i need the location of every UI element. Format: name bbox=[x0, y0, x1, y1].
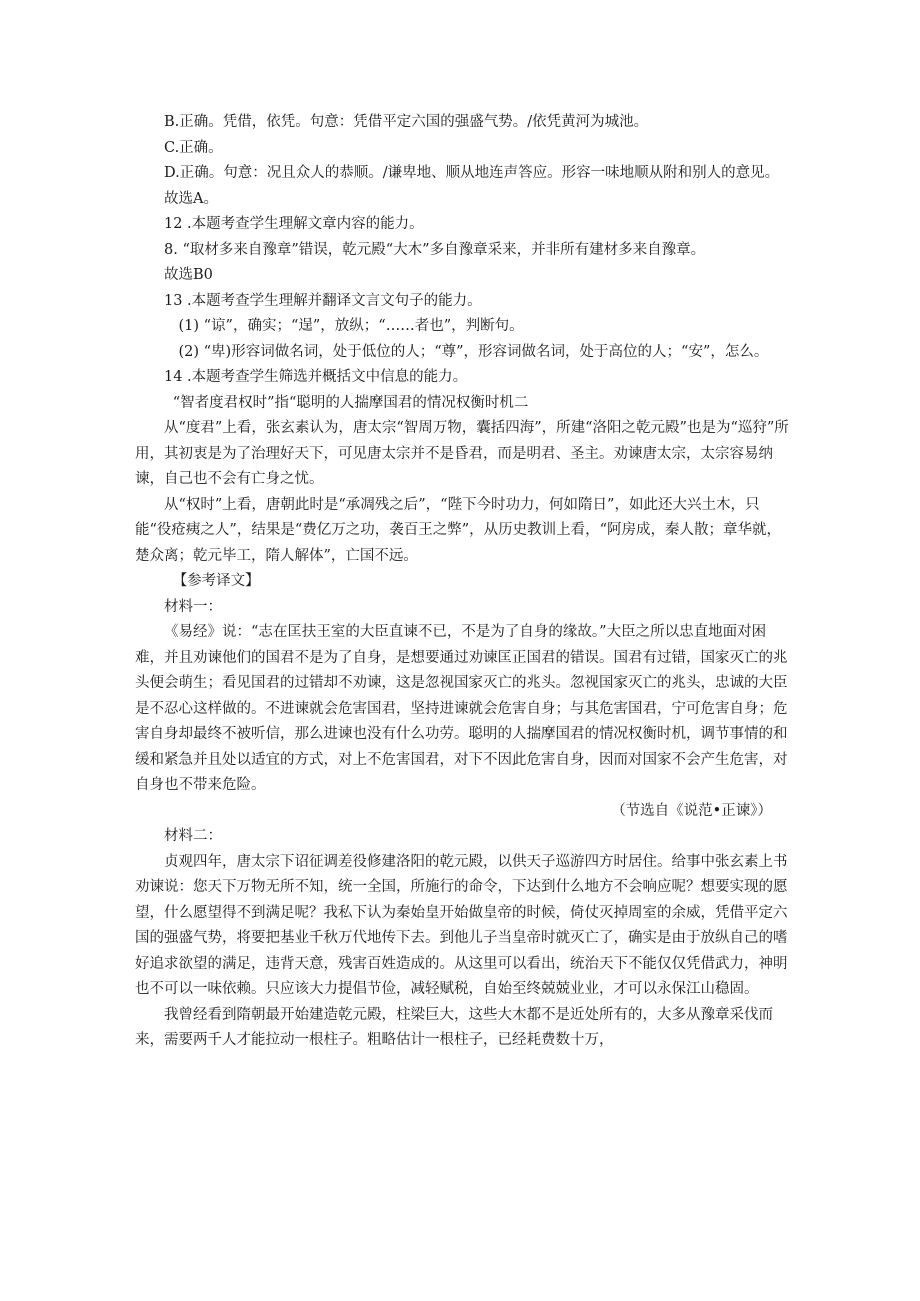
question-12-point-8: 8. “取材多来自豫章”错误，乾元殿“大木”多自豫章采来，并非所有建材多来自豫章。 bbox=[164, 241, 706, 258]
question-13: 13 .本题考查学生理解并翻译文言文句子的能力。 bbox=[164, 292, 482, 309]
analysis-intro: “智者度君权时”指“聪明的人揣摩国君的情况权衡时机二 bbox=[172, 394, 529, 411]
material-1-label: 材料一： bbox=[164, 598, 222, 615]
analysis-quan-shi: 从“权时”上看，唐朝此时是“承凋残之后”，“陛下今时功力，何如隋日”，如此还大兴土木，只能“役疮痍之人”，结果是“费亿万之功，袭百王之弊”，从历史教训上看，“阿房成，秦人散；章华就，楚众离；乾元毕工，隋人解体”，亡国不远。 bbox=[135, 496, 782, 564]
answer-b: B.正确。凭借，依凭。句意：凭借平定六国的强盛气势。/依凭黄河为城池。 bbox=[164, 114, 649, 130]
material-2-label: 材料二： bbox=[164, 828, 222, 844]
answer-c: C.正确。 bbox=[164, 139, 223, 156]
material-1-text: 《易经》说：“志在匡扶王室的大臣直谏不已，不是为了自身的缘故。”大臣之所以忠直地面对困难，并且劝谏他们的国君不是为了自身，是想要通过劝谏匡正国君的错误。国君有过错，国家灭亡的兆头便会萌生；看见国君的过错却不劝谏，这是忽视国家灭亡的兆头。忽视国家灭亡的兆头，忠诚的大臣是不忍心这样做的。不进谏就会危害国君，坚持进谏就会危害自身；与其危害国君，宁可危害自身；危害自身却最终不被听信，那么进谏也没有什么功劳。聪明的人揣摩国君的情况权衡时机，调节事情的和缓和紧急并且处以适宜的方式，对上不危害国君，对下不因此危害自身，因而对国家不会产生危害，对自身也不带来危险。 bbox=[135, 624, 788, 793]
document-body bbox=[135, 110, 790, 1054]
answer-d: D.正确。句意：况且众人的恭顺。/谦卑地、顺从地连声答应。形容一味地顺从附和别人的意见。 bbox=[164, 165, 780, 181]
material-2-paragraph-1: 贞观四年，唐太宗下诏征调差役修建洛阳的乾元殿，以供天子巡游四方时居住。给事中张玄素上书劝谏说：您天下万物无所不知，统一全国，所施行的命令，下达到什么地方不会响应呢？想要实现的愿望，什么愿望得不到满足呢？我私下认为秦始皇开始做皇帝的时候，倚仗灭掉周室的余威，凭借平定六国的强盛气势，将要把基业千秋万代地传下去。到他儿子当皇帝时就灭亡了，确实是由于放纵自己的嗜好追求欲望的满足，违背天意，残害百姓造成的。从这里可以看出，统治天下不能仅仅凭借武力，神明也不可以一味依赖。只应该大力提倡节俭，减轻赋税，自始至终兢兢业业，才可以永保江山稳固。 bbox=[135, 853, 788, 997]
choose-b: 故选B0 bbox=[164, 267, 213, 283]
question-12: 12 .本题考查学生理解文章内容的能力。 bbox=[164, 216, 424, 232]
question-13-item-2: (2) “卑)形容词做名词，处于低位的人；“尊”，形容词做名词，处于高位的人；“安”，怎么。 bbox=[178, 343, 769, 360]
material-2-paragraph-2: 我曾经看到隋朝最开始建造乾元殿，柱梁巨大，这些大木都不是近处所有的，大多从豫章采伐而来，需要两千人才能拉动一根柱子。粗略估计一根柱子，已经耗费数十万， bbox=[135, 1006, 773, 1048]
question-14: 14 .本题考查学生筛选并概括文中信息的能力。 bbox=[164, 369, 468, 385]
material-1-source: （节选自《说范•正谏》） bbox=[611, 802, 772, 819]
translation-heading: 【参考译文】 bbox=[172, 573, 260, 589]
analysis-du-jun: 从“度君”上看，张玄素认为，唐太宗“智周万物，囊括四海”，所建“洛阳之乾元殿”也是为“巡狩”所用，其初衷是为了治理好天下，可见唐太宗并不是昏君，而是明君、圣主。劝谏唐太宗，太宗容易纳谏，自己也不会有亡身之忧。 bbox=[135, 420, 789, 487]
choose-a: 故选A。 bbox=[164, 190, 218, 207]
question-13-item-1: (1) “谅”，确实；“逞”，放纵；“……者也”，判断句。 bbox=[178, 318, 524, 334]
